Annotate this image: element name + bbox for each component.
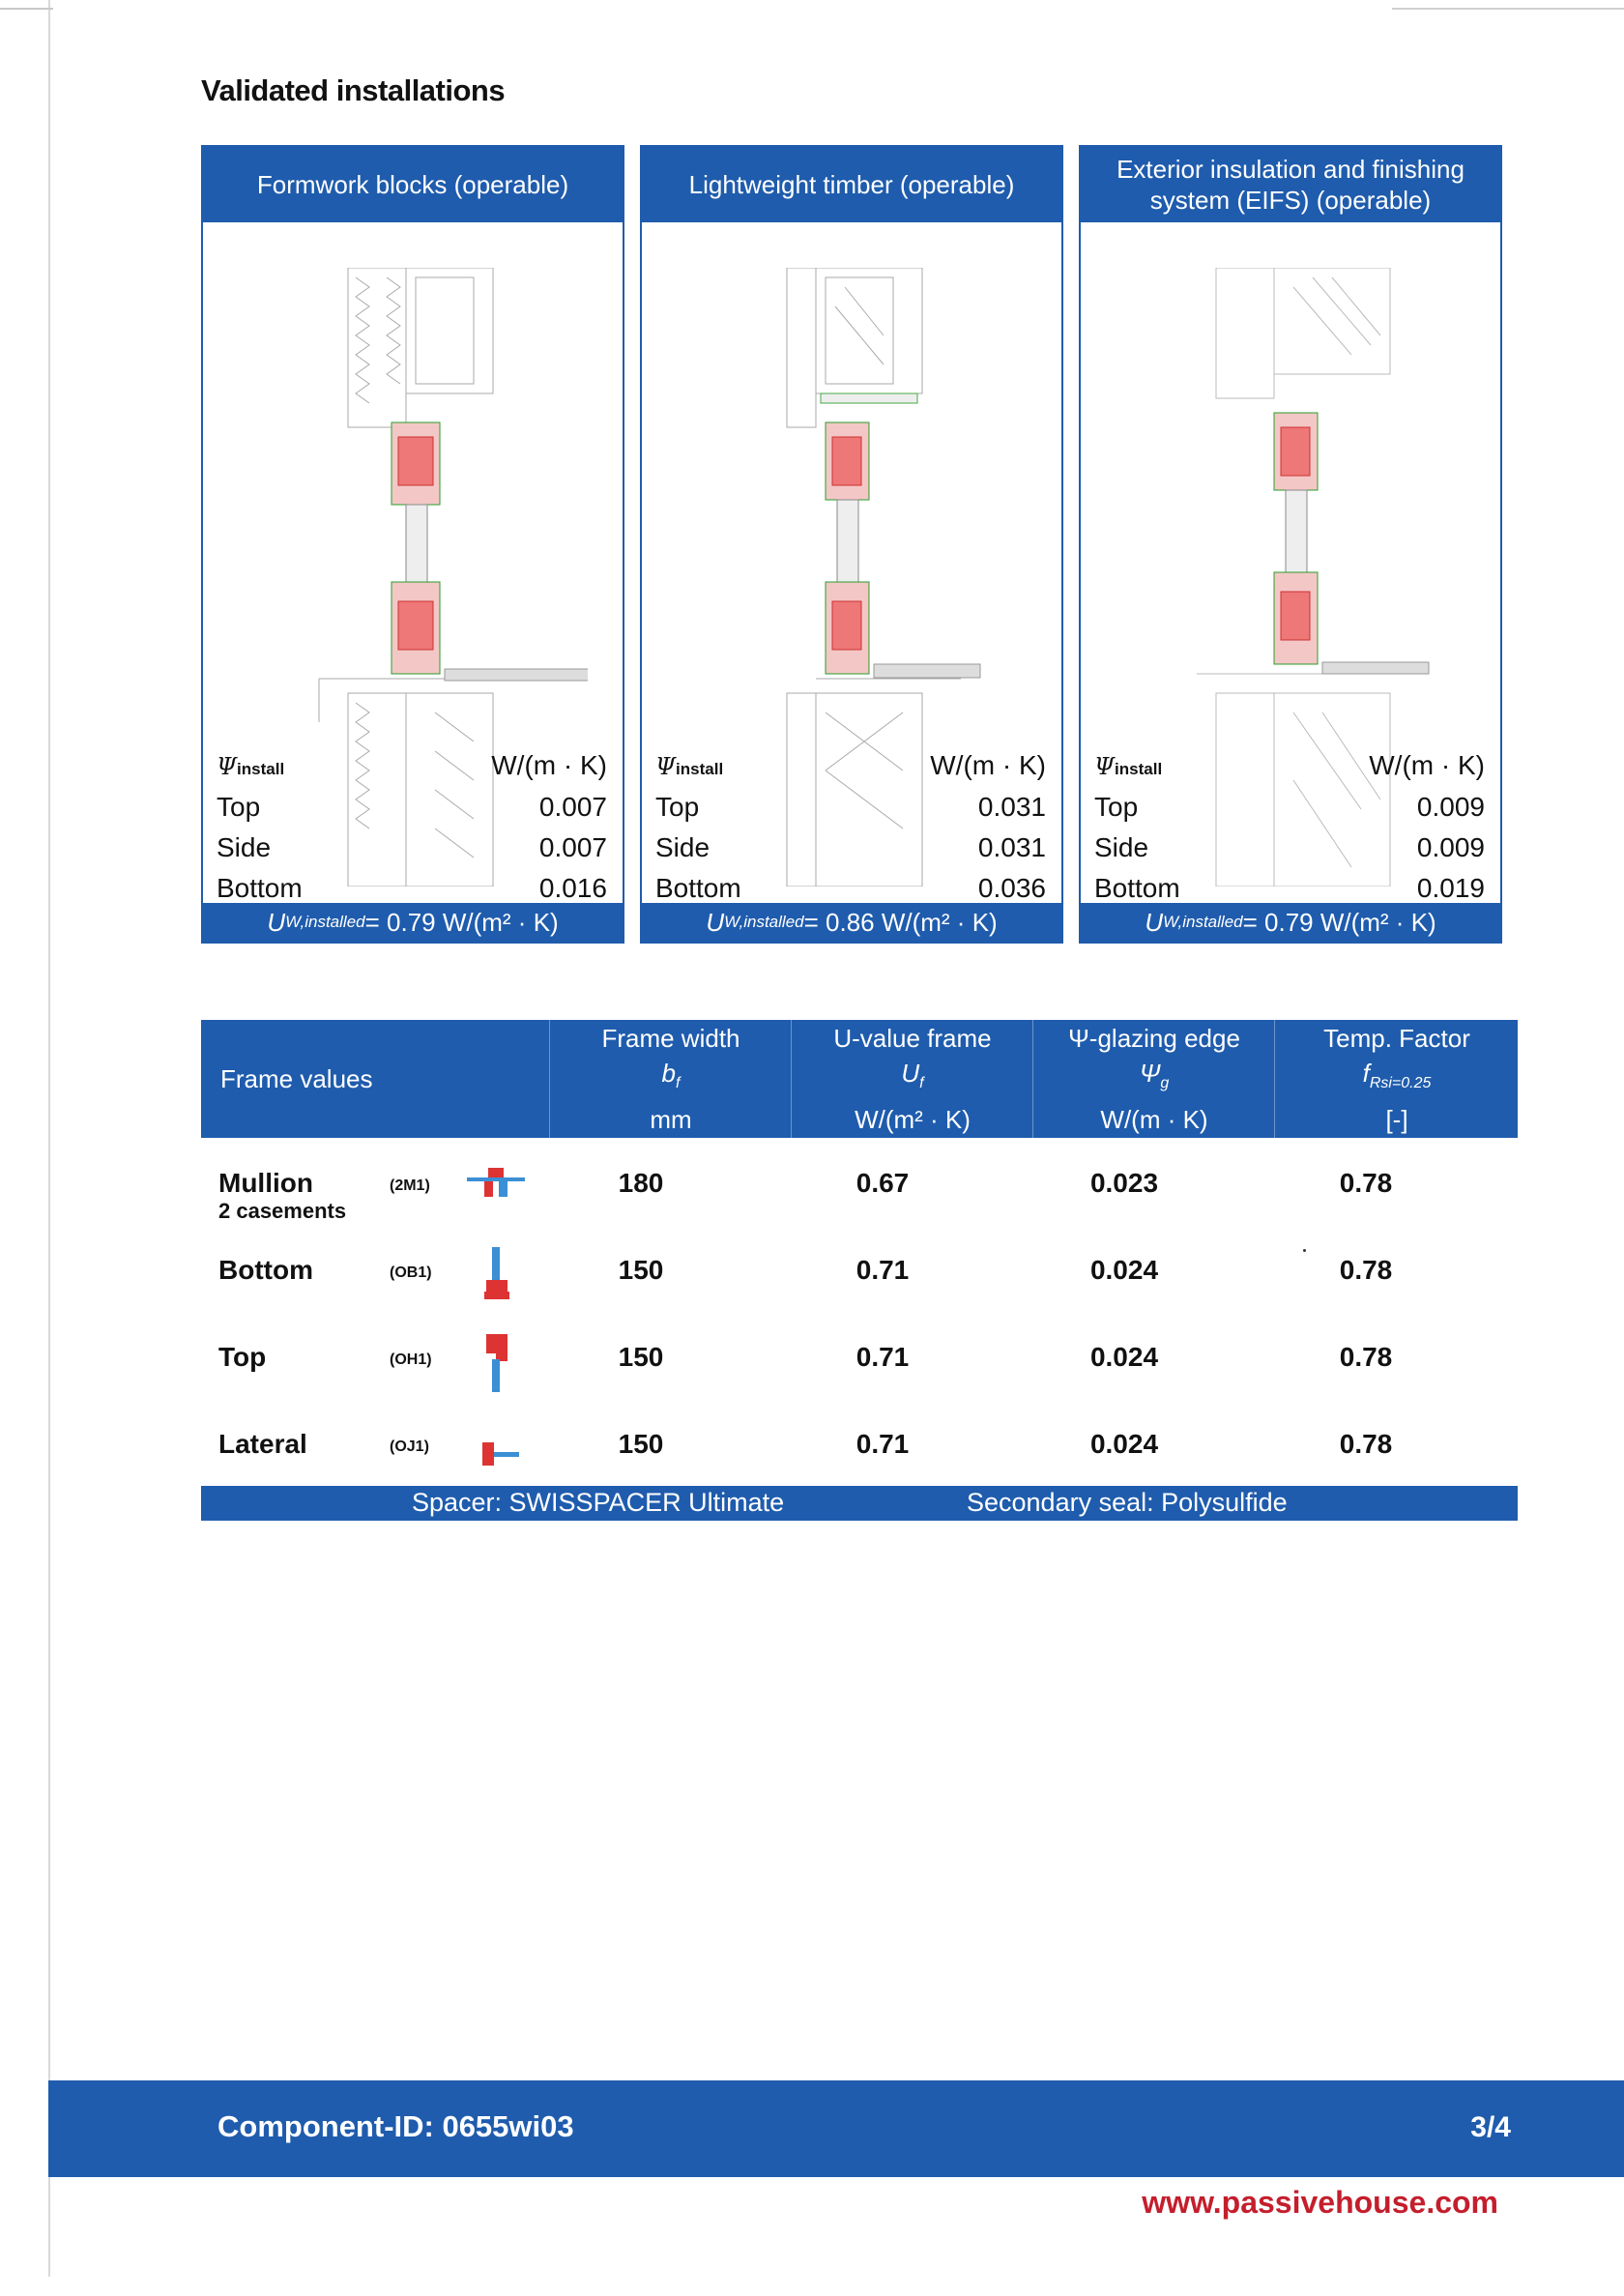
card-heading: Formwork blocks (operable): [203, 147, 623, 222]
top-section-icon: [467, 1334, 525, 1392]
unit-label: W/(m · K): [1369, 750, 1485, 780]
top-rule: [0, 8, 53, 10]
psi-subscript: install: [237, 760, 285, 778]
spacer-info: Spacer: SWISSPACER Ultimate: [412, 1488, 785, 1517]
installation-card-timber: [640, 145, 1063, 944]
table-row: Lateral (OJ1) 150 0.71 0.024 0.78: [201, 1402, 1518, 1479]
speck: [1303, 1249, 1306, 1252]
card-heading: Exterior insulation and finishing system (EIFS) (operable): [1081, 147, 1500, 222]
table-row: Bottom (OB1) 150 0.71 0.024 0.78: [201, 1228, 1518, 1305]
col-temp-factor: Temp. Factor $f_{Rsi=0.25}$ [-]: [1274, 1020, 1519, 1138]
frame-values-header: [201, 1020, 1518, 1138]
card-heading: Lightweight timber (operable): [642, 147, 1061, 222]
psi-symbol: Ψ: [1094, 753, 1116, 780]
table-row: Top (OH1) 150 0.71 0.024 0.78: [201, 1315, 1518, 1392]
component-id: Component-ID: 0655wi03: [218, 2109, 574, 2143]
bottom-section-icon: [467, 1247, 525, 1305]
top-rule-right: [1392, 8, 1624, 10]
frame-values-title: Frame values: [220, 1064, 373, 1093]
value-row-top: Top 0.031: [655, 792, 1046, 822]
value-row-bottom: Bottom 0.019: [1094, 873, 1485, 903]
installation-card-formwork: [201, 145, 624, 944]
value-row-bottom: Bottom 0.036: [655, 873, 1046, 903]
uw-installed: U W,installed = 0.79 W/(m² · K): [203, 903, 623, 942]
col-u-value-frame: U-value frame $U_f$ W/(m² · K): [791, 1020, 1033, 1138]
value-row-top: Top 0.007: [217, 792, 607, 822]
page-title: Validated installations: [201, 73, 506, 107]
unit-label: W/(m · K): [491, 750, 607, 780]
psi-symbol: Ψ: [217, 753, 238, 780]
mullion-section-icon: [467, 1160, 525, 1218]
lateral-section-icon: [467, 1421, 525, 1479]
col-frame-width: Frame width $b_f$ mm: [549, 1020, 792, 1138]
value-row-side: Side 0.009: [1094, 832, 1485, 862]
footer-bar: [48, 2080, 1624, 2177]
value-row-side: Side 0.007: [217, 832, 607, 862]
seal-info: Secondary seal: Polysulfide: [967, 1488, 1288, 1517]
website-link[interactable]: www.passivehouse.com: [1142, 2185, 1498, 2220]
value-row-bottom: Bottom 0.016: [217, 873, 607, 903]
uw-installed: U W,installed = 0.79 W/(m² · K): [1081, 903, 1500, 942]
frame-values-footer: [201, 1486, 1518, 1521]
value-row-top: Top 0.009: [1094, 792, 1485, 822]
table-row: Mullion 2 casements (2M1) 180 0.67 0.023 0.78: [201, 1141, 1518, 1218]
value-row-side: Side 0.031: [655, 832, 1046, 862]
col-psi-glazing-edge: Ψ-glazing edge $\Psi_g$ W/(m · K): [1032, 1020, 1275, 1138]
psi-subscript: install: [1115, 760, 1163, 778]
page-edge: [48, 0, 50, 2277]
psi-subscript: install: [676, 760, 724, 778]
installation-card-eifs: [1079, 145, 1502, 944]
page-number: 3/4: [1470, 2111, 1511, 2143]
psi-symbol: Ψ: [655, 753, 677, 780]
uw-installed: U W,installed = 0.86 W/(m² · K): [642, 903, 1061, 942]
unit-label: W/(m · K): [930, 750, 1046, 780]
